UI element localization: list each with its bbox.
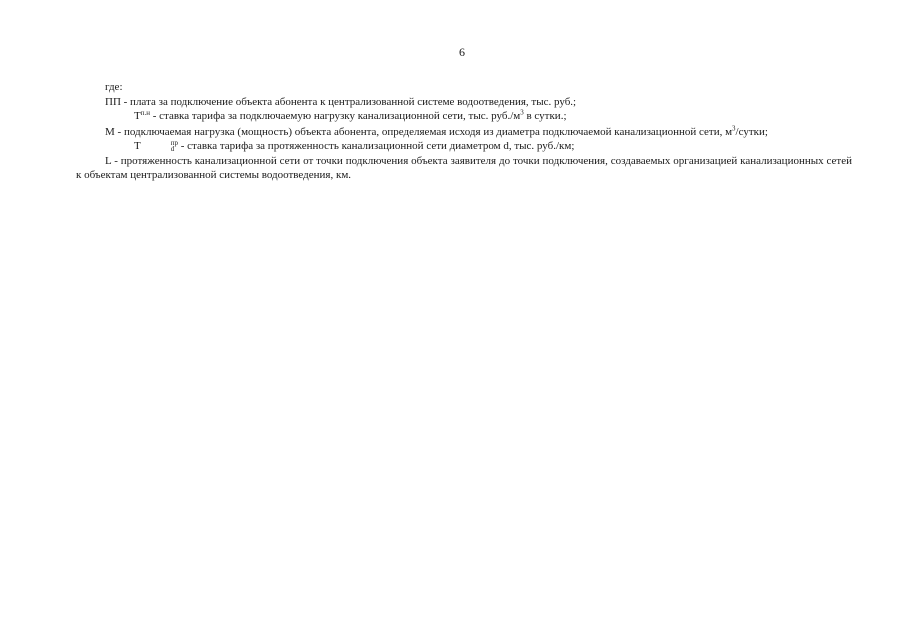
page-number: 6 — [459, 45, 465, 59]
symbol-t-load-base: Т — [134, 110, 141, 122]
intro-text: где: — [105, 81, 123, 93]
unit-cubic-sup: 3 — [520, 108, 524, 117]
definition-pp — [76, 95, 852, 110]
definition-m-tail: /сутки; — [735, 125, 768, 138]
document-body — [76, 80, 852, 183]
intro-line — [76, 80, 852, 95]
definition-t-load-text: - ставка тарифа за подключаемую нагрузку канализационной сети, тыс. руб./м — [149, 110, 521, 122]
definition-l — [76, 154, 852, 183]
symbol-t-load — [105, 109, 150, 125]
symbol-m: М — [105, 125, 115, 138]
definition-m — [76, 125, 852, 140]
symbol-pp: ПП — [105, 95, 121, 108]
symbol-t-length-subscript: d — [170, 145, 175, 154]
definition-m-text: - подключаемая нагрузка (мощность) объекта абонента, определяемая исходя из диаметра подключаемой канализационной сети, м — [114, 125, 733, 138]
definition-t-length — [76, 139, 852, 154]
definition-pp-text: - плата за подключение объекта абонента к централизованной системе водоотведения, тыс. руб.; — [120, 95, 577, 108]
symbol-t-length-indices — [142, 140, 178, 152]
symbol-l: L — [105, 154, 112, 167]
symbol-t-length-base: Т — [134, 140, 141, 152]
definition-l-text: - протяженность канализационной сети от точки подключения объекта заявителя до точки подключения, создаваемых организацией канализационных сетей к объектам централизованной системы водоотведения, км. — [76, 154, 852, 181]
symbol-t-length-superscript: пр — [170, 139, 178, 148]
unit-cubic-sup: 3 — [732, 123, 736, 132]
definition-t-load-tail: в сутки.; — [523, 110, 567, 122]
symbol-t-length — [105, 139, 178, 154]
definition-t-load — [76, 109, 852, 125]
symbol-t-load-superscript: п.н — [140, 109, 150, 117]
definition-t-length-text: - ставка тарифа за протяженность канализационной сети диаметром d, тыс. руб./км; — [177, 140, 575, 152]
